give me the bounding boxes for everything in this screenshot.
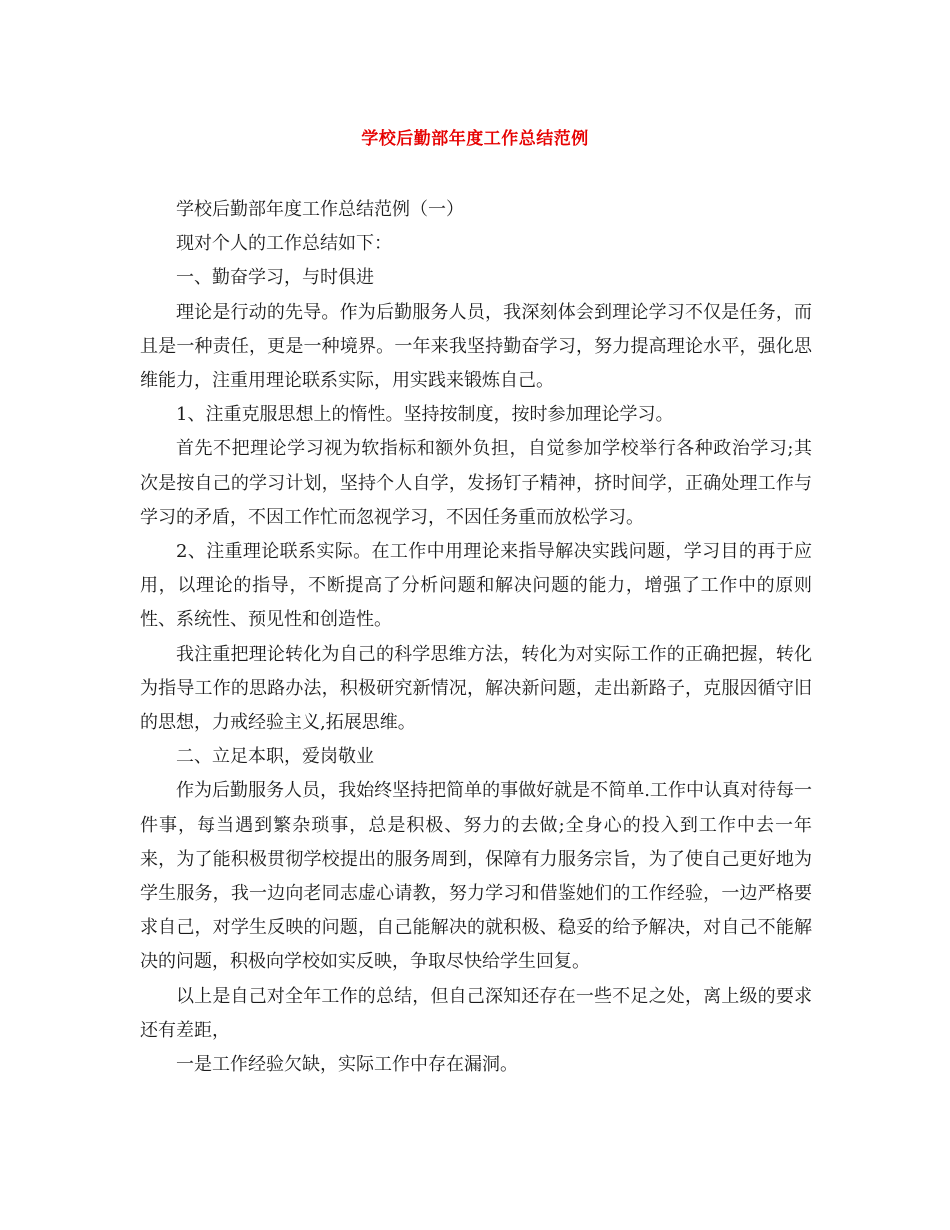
paragraph: 作为后勤服务人员，我始终坚持把简单的事做好就是不简单.工作中认真对待每一件事，每当遇到繁杂琐事，总是积极、努力的去做;全身心的投入到工作中去一年来，为了能积极贯彻学校提出的服务周到，保障有力服务宗旨，为了使自己更好地为学生服务，我一边向老同志虚心请教，努力学习和借鉴她们的工作经验，一边严格要求自己，对学生反映的问题，自己能解决的就积极、稳妥的给予解决，对自己不能解决的问题，积极向学校如实反映，争取尽快给学生回复。	[140, 780, 812, 973]
paragraph: 学校后勤部年度工作总结范例（一）	[176, 199, 464, 220]
paragraph: 理论是行动的先导。作为后勤服务人员，我深刻体会到理论学习不仅是任务，而且是一种责任，更是一种境界。一年来我坚持勤奋学习，努力提高理论水平，强化思维能力，注重用理论联系实际，用实践来锻炼自己。	[140, 301, 812, 392]
paragraph: 首先不把理论学习视为软指标和额外负担，自觉参加学校举行各种政治学习;其次是按自己的学习计划，坚持个人自学，发扬钉子精神，挤时间学，正确处理工作与学习的矛盾，不因工作忙而忽视学习，不因任务重而放松学习。	[140, 438, 812, 528]
paragraph: 2、注重理论联系实际。在工作中用理论来指导解决实践问题，学习目的再于应用，以理论的指导，不断提高了分析问题和解决问题的能力，增强了工作中的原则性、系统性、预见性和创造性。	[140, 541, 812, 631]
paragraph: 我注重把理论转化为自己的科学思维方法，转化为对实际工作的正确把握，转化为指导工作的思路办法，积极研究新情况，解决新问题，走出新路子，克服因循守旧的思想，力戒经验主义,拓展思维。	[140, 643, 812, 734]
section-heading: 二、立足本职，爱岗敬业	[176, 746, 374, 768]
document-title: 学校后勤部年度工作总结范例	[361, 129, 589, 149]
document-body	[140, 193, 812, 1082]
section-heading: 一、勤奋学习，与时俱进	[176, 267, 374, 289]
paragraph: 1、注重克服思想上的惰性。坚持按制度，按时参加理论学习。	[176, 404, 674, 426]
paragraph: 以上是自己对全年工作的总结，但自己深知还存在一些不足之处，离上级的要求还有差距，	[140, 985, 812, 1041]
paragraph: 现对个人的工作总结如下：	[176, 233, 392, 255]
paragraph: 一是工作经验欠缺，实际工作中存在漏洞。	[176, 1054, 518, 1076]
